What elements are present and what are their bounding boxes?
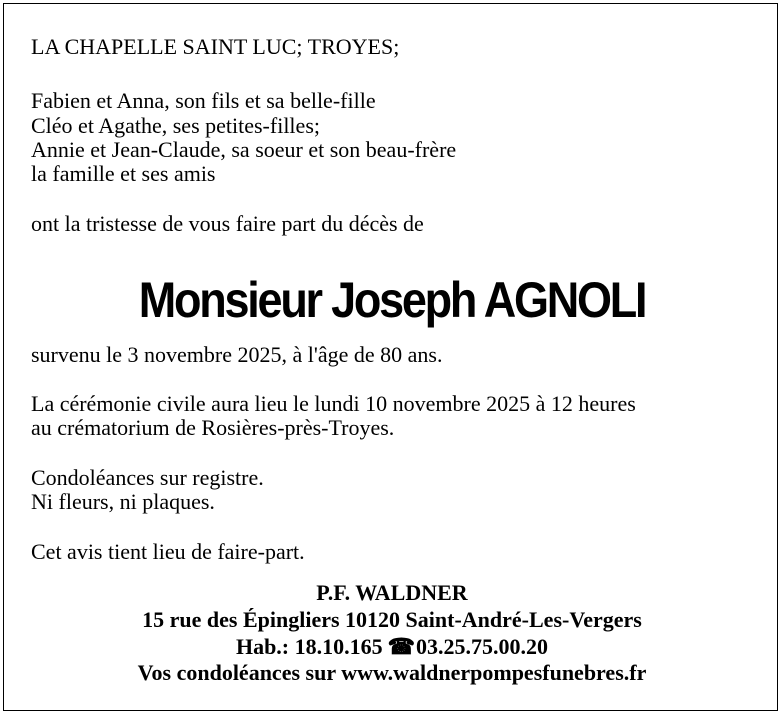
- announcement-line: ont la tristesse de vous faire part du décès de: [31, 211, 424, 236]
- hab-number: Hab.: 18.10.165: [235, 634, 383, 659]
- family-line-4: la famille et ses amis: [31, 161, 216, 186]
- family-line-3: Annie et Jean-Claude, sa soeur et son beau-frère: [31, 137, 457, 162]
- funeral-home-address: 15 rue des Épingliers 10120 Saint-André-Les-Vergers: [142, 607, 642, 632]
- instruction-line-1: Condoléances sur registre.: [31, 465, 264, 490]
- funeral-home-contact: [0, 634, 784, 660]
- funeral-home-name: P.F. WALDNER: [316, 580, 468, 605]
- death-info-line: survenu le 3 novembre 2025, à l'âge de 80 ans.: [31, 342, 443, 367]
- phone-icon: ☎: [387, 634, 416, 659]
- deceased-name: Monsieur Joseph AGNOLI: [138, 272, 646, 328]
- location-line: LA CHAPELLE SAINT LUC; TROYES;: [31, 34, 400, 59]
- family-line-1: Fabien et Anna, son fils et sa belle-fille: [31, 88, 376, 113]
- faire-part-notice: Cet avis tient lieu de faire-part.: [31, 539, 305, 564]
- ceremony-line-2: au crématorium de Rosières-près-Troyes.: [31, 415, 395, 440]
- instruction-line-2: Ni fleurs, ni plaques.: [31, 489, 215, 514]
- family-line-2: Cléo et Agathe, ses petites-filles;: [31, 113, 320, 138]
- condolences-website: Vos condoléances sur www.waldnerpompesfunebres.fr: [137, 660, 647, 685]
- ceremony-line-1: La cérémonie civile aura lieu le lundi 10 novembre 2025 à 12 heures: [31, 391, 636, 416]
- phone-number: 03.25.75.00.20: [416, 634, 549, 659]
